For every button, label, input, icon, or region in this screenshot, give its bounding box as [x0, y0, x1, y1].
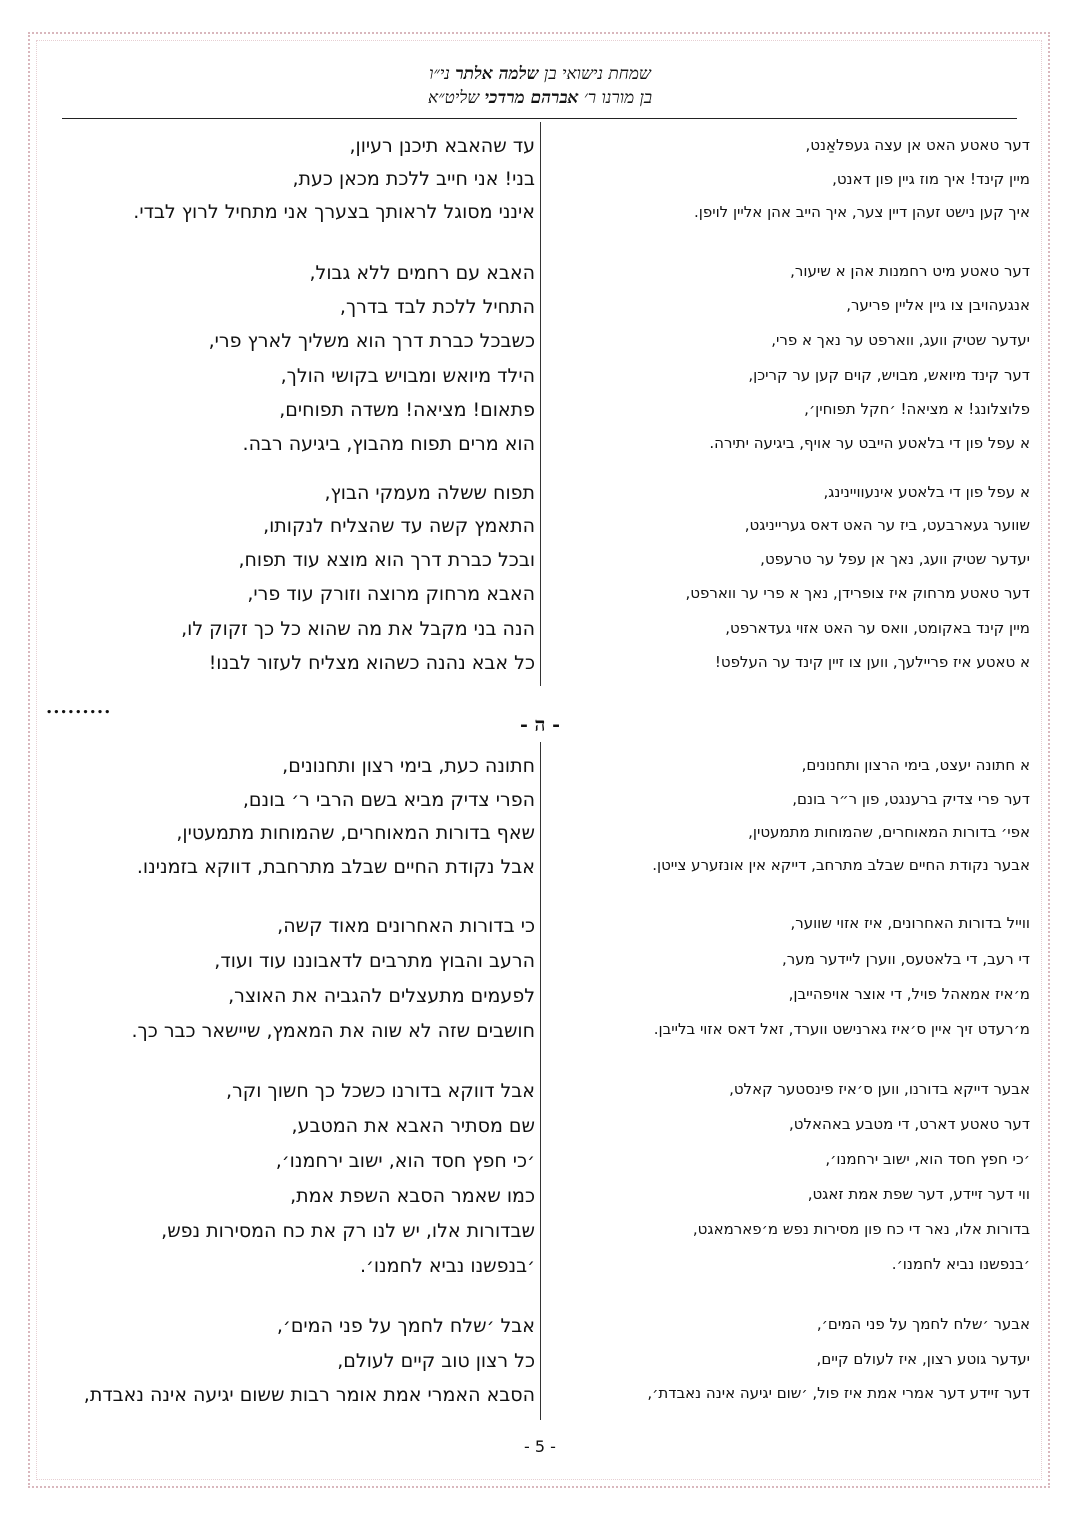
poem-line: בדורות אלו, נאר די כח פון מסירות נפש מ׳פארמאגט,: [692, 1220, 1030, 1238]
poem-line: האבא מרחוק מרוצה וזורק עוד פרי,: [247, 583, 535, 605]
poem-line: אפי׳ בדורות המאוחרים, שהמוחות מתמעטין,: [748, 823, 1030, 841]
poem-line: האבא עם רחמים ללא גבול,: [309, 262, 535, 284]
header-line-2-suffix: שליט״א: [427, 88, 485, 108]
poem-line: ווי דער זיידע, דער שפת אמת זאגט,: [807, 1185, 1030, 1203]
column-divider-top: [540, 122, 541, 686]
poem-line: לפעמים מתעצלים להגביה את האוצר,: [228, 985, 535, 1007]
poem-line: תפוח ששלה מעמקי הבוץ,: [324, 482, 535, 504]
poem-line: מיין קינד באקומט, וואס ער האט אזוי געדארפט,: [725, 619, 1030, 637]
poem-line: כי בדורות האחרונים מאוד קשה,: [277, 915, 535, 937]
poem-line: אבער נקודת החיים שבלב מתרחב, דייקא אין אונזערע צייטן.: [652, 856, 1030, 874]
page-number: - 5 -: [524, 1437, 556, 1456]
hebrew-column: [60, 0, 535, 1521]
poem-line: אינני מסוגל לראותך בצערך אני מתחיל לרוץ לבדי.: [133, 201, 535, 223]
poem-line: ׳כי חפץ חסד הוא, ישוב ירחמנו׳,: [275, 1150, 535, 1172]
continuation-dots: .........: [46, 697, 112, 718]
poem-line: התחיל ללכת לבד בדרך,: [339, 296, 535, 318]
poem-line: איך קען נישט זעהן דיין צער, איך הייב אהן אליין לויפן.: [694, 203, 1030, 221]
poem-line: דער פרי צדיק ברענגט, פון ר״ר בונם,: [792, 790, 1030, 808]
poem-line: דער טאטע דארט, די מטבע באהאלט,: [789, 1115, 1030, 1133]
poem-line: א עפל פון די בלאטע אינעוויינינג,: [823, 483, 1030, 501]
poem-line: כל אבא נהנה כשהוא מצליח לעזור לבנו!: [208, 652, 535, 674]
poem-line: כל רצון טוב קיים לעולם,: [337, 1350, 535, 1372]
poem-line: פתאום! מציאה! משדה תפוחים,: [279, 399, 535, 421]
poem-line: יעדער שטיק וועג, ווארפט ער נאך א פרי,: [771, 331, 1030, 349]
poem-line: אבל ׳שלח לחמך על פני המים׳,: [276, 1315, 535, 1337]
groom-name: שלמה אלתר: [455, 64, 539, 84]
father-name: אברהם מרדכי: [484, 88, 579, 108]
poem-line: עד שהאבא תיכנן רעיון,: [349, 135, 535, 157]
poem-line: ׳בנפשנו נביא לחמנו׳.: [891, 1255, 1030, 1273]
poem-line: דער טאטע מרחוק איז צופרידן, נאך א פרי ער ווארפט,: [685, 584, 1030, 602]
poem-line: חתונה כעת, בימי רצון ותחנונים,: [282, 755, 535, 777]
poem-line: א עפל פון די בלאטע הייבט ער אויף, ביגיעה יתירה.: [709, 434, 1030, 452]
poem-line: חושבים שזה לא שוה את המאמץ, שיישאר כבר כך.: [131, 1020, 535, 1042]
poem-line: אנגעהויבן צו גיין אליין פריער,: [846, 296, 1030, 314]
poem-line: הרעב והבוץ מתרבים לדאבוננו עוד ועוד,: [214, 950, 535, 972]
poem-line: אבער דייקא בדורנו, ווען ס׳איז פינסטער קאלט,: [729, 1080, 1030, 1098]
column-divider-bottom: [540, 742, 541, 1420]
poem-line: דער קינד מיואש, מבויש, קוים קען ער קריכן,: [748, 366, 1030, 384]
poem-line: התאמץ קשה עד שהצליח לנקותו,: [263, 515, 535, 537]
poem-line: פלוצלונג! א מציאה! ׳חקל תפוחין׳,: [804, 400, 1030, 418]
poem-line: הנה בני מקבל את מה שהוא כל כך זקוק לו,: [181, 618, 535, 640]
poem-line: אבל דווקא בדורנו כשכל כך חשוך וקר,: [226, 1080, 535, 1102]
poem-line: מ׳איז אמאהל פויל, די אוצר אויפהייבן,: [788, 985, 1030, 1003]
poem-line: א טאטע איז פריילעך, ווען צו זיין קינד ער העלפט!: [714, 653, 1030, 671]
poem-line: ווייל בדורות האחרונים, איז אזוי שווער,: [790, 914, 1030, 932]
poem-line: שבדורות אלו, יש לנו רק את כח המסירות נפש,: [161, 1220, 535, 1242]
poem-line: כשבכל כברת דרך הוא משליך לארץ פרי,: [208, 330, 535, 352]
poem-line: מ׳רעדט זיך איין ס׳איז גארנישט ווערד, זאל דאס אזוי בלייבן.: [653, 1020, 1030, 1038]
poem-line: אבל נקודת החיים שבלב מתרחבת, דווקא בזמנינו.: [136, 856, 535, 878]
yiddish-column: [590, 0, 1030, 1521]
poem-line: הפרי צדיק מביא בשם הרבי ר׳ בונם,: [242, 789, 535, 811]
poem-line: די רעב, די בלאטעס, ווערן ליידער מער,: [781, 950, 1030, 968]
header-line-2-text: בן מורנו ר׳: [578, 88, 653, 108]
poem-line: ובכל כברת דרך הוא מוצא עוד תפוח,: [238, 549, 535, 571]
poem-line: כמו שאמר הסבא השפת אמת,: [290, 1185, 535, 1207]
poem-line: בני! אני חייב ללכת מכאן כעת,: [292, 168, 535, 190]
header-line-1-text: שמחת נישואי בן: [538, 64, 651, 84]
poem-line: שם מסתיר האבא את המטבע,: [291, 1115, 535, 1137]
header-line-1-suffix: ני״ו: [429, 64, 456, 84]
poem-line: יעדער גוטע רצון, איז לעולם קיים,: [816, 1350, 1030, 1368]
poem-line: הוא מרים תפוח מהבוץ, ביגיעה רבה.: [242, 433, 535, 455]
poem-line: א חתונה יעצט, בימי הרצון ותחנונים,: [801, 756, 1030, 774]
poem-line: שאף בדורות המאוחרים, שהמוחות מתמעטין,: [176, 822, 535, 844]
poem-line: אבער ׳שלח לחמך על פני המים׳,: [816, 1315, 1030, 1333]
section-marker: - ה -: [520, 714, 560, 736]
poem-line: ׳בנפשנו נביא לחמנו׳.: [359, 1255, 535, 1277]
poem-line: הסבא האמרי אמת אומר רבות ששום יגיעה אינה נאבדת,: [83, 1384, 535, 1406]
poem-line: ׳כי חפץ חסד הוא, ישוב ירחמנו׳,: [825, 1150, 1030, 1168]
poem-line: דער זיידע דער אמרי אמת איז פול, ׳שום יגיעה אינה נאבדת׳,: [647, 1384, 1030, 1402]
poem-line: דער טאטע האט אן עצה געפלאַנט,: [805, 136, 1030, 154]
poem-line: הילד מיואש ומבויש בקושי הולך,: [280, 365, 535, 387]
poem-line: מיין קינד! איך מוז גיין פון דאנט,: [832, 170, 1030, 188]
poem-line: דער טאטע מיט רחמנות אהן א שיעור,: [790, 262, 1030, 280]
poem-line: יעדער שטיק וועג, נאך אן עפל ער טרעפט,: [760, 550, 1030, 568]
poem-line: שווער געארבעט, ביז ער האט דאס גערייניגט,: [744, 516, 1030, 534]
